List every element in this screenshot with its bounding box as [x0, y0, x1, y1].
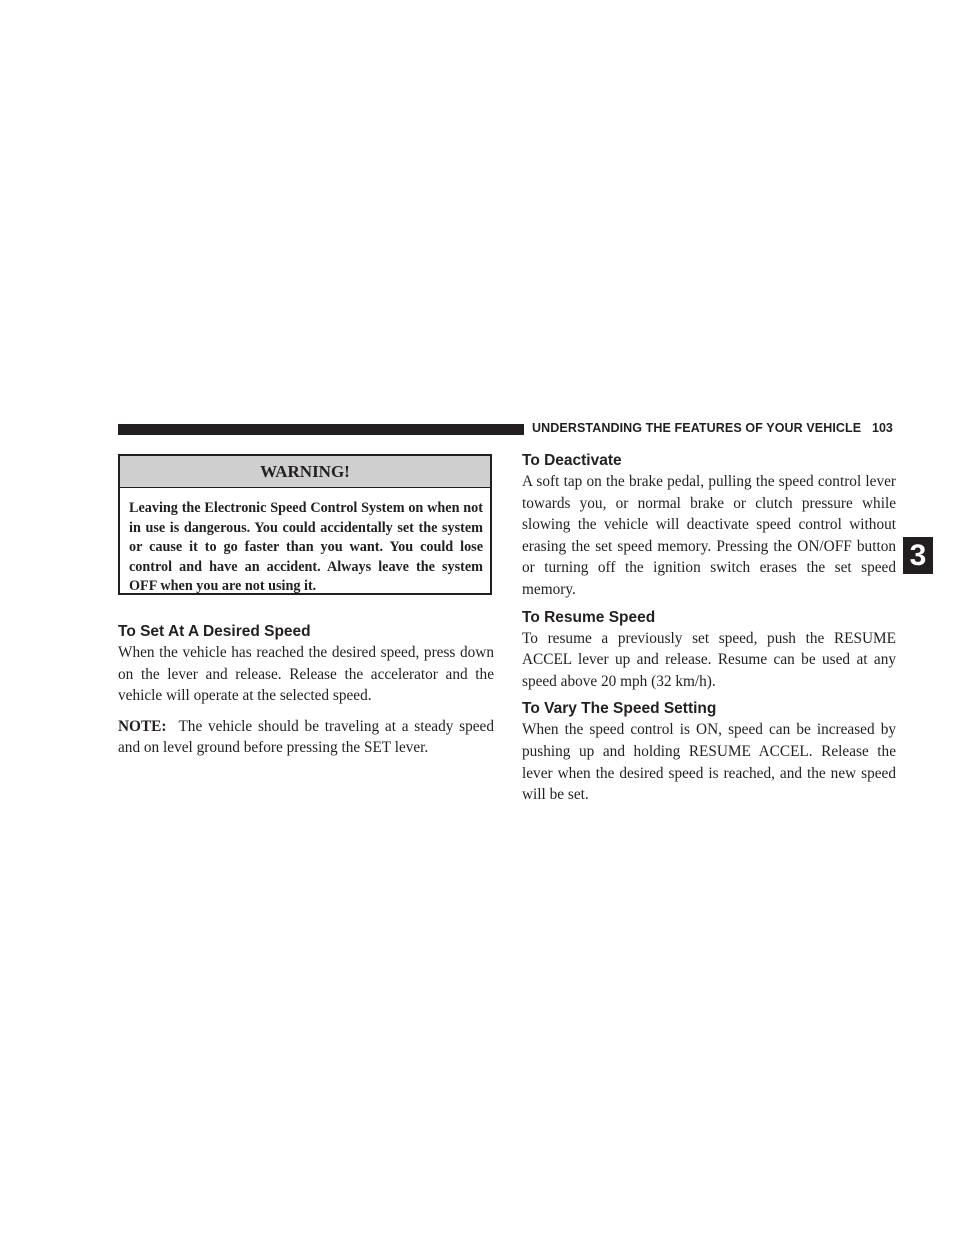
- heading-vary-speed: To Vary The Speed Setting: [522, 700, 717, 718]
- right-column: [522, 451, 896, 806]
- note-paragraph: [118, 716, 494, 759]
- deactivate-body: A soft tap on the brake pedal, pulling the speed control lever towards you, or normal brake or clutch pressure while slowing the vehicle will deactivate speed control without erasing the set speed memory. Pressing the ON/OFF button or turning off the ignition switch erases the set speed memory.: [522, 473, 896, 598]
- note-text: The vehicle should be traveling at a steady speed and on level ground before pressing the SET lever.: [118, 717, 494, 757]
- page-header-title: UNDERSTANDING THE FEATURES OF YOUR VEHICLE: [532, 421, 862, 435]
- heading-set-speed: To Set At A Desired Speed: [118, 623, 311, 640]
- set-speed-body: When the vehicle has reached the desired speed, press down on the lever and release. Release the accelerator and the vehicle will operate at the selected speed.: [118, 644, 494, 705]
- heading-resume-speed: To Resume Speed: [522, 608, 656, 626]
- warning-text: Leaving the Electronic Speed Control System on when not in use is dangerous. You could accidentally set the system or cause it to go faster than you want. You could lose control and have an accident. Always leave the system OFF when you are not using it.: [129, 500, 483, 595]
- header-bar: [118, 424, 524, 435]
- vary-body: When the speed control is ON, speed can be increased by pushing up and holding RESUME ACCEL. Release the lever when the desired speed is reached, and the new speed will be set.: [522, 721, 896, 804]
- heading-deactivate: To Deactivate: [522, 452, 622, 469]
- warning-title: WARNING!: [120, 456, 490, 488]
- warning-box: [118, 454, 492, 595]
- left-column: [118, 622, 494, 759]
- page-number: 103: [872, 421, 893, 435]
- resume-body: To resume a previously set speed, push the RESUME ACCEL lever up and release. Resume can be used at any speed above 20 mph (32 km/h).: [522, 629, 896, 690]
- note-label: NOTE:: [118, 717, 167, 735]
- chapter-tab: 3: [903, 537, 933, 574]
